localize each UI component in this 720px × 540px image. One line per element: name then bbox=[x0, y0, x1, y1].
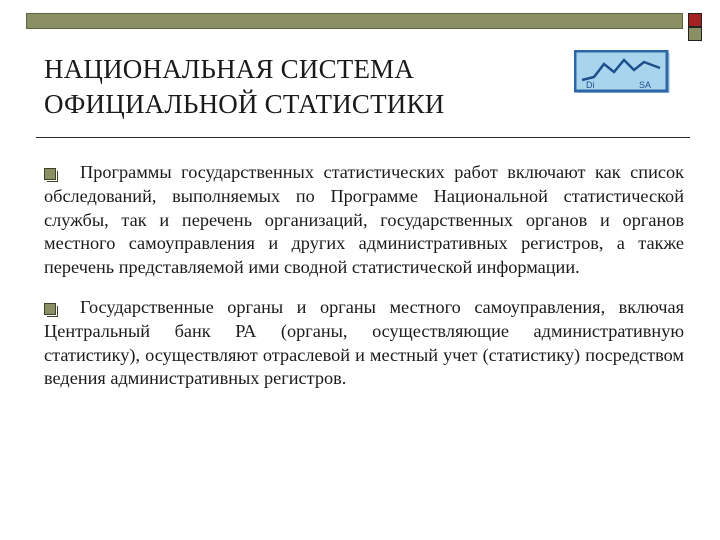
logo-left-text: Di bbox=[586, 80, 595, 90]
square-bullet-icon bbox=[44, 303, 56, 315]
dsa-logo bbox=[574, 50, 672, 96]
square-bullet-icon bbox=[44, 168, 56, 180]
corner-square-red bbox=[688, 13, 702, 27]
paragraph-1 bbox=[44, 161, 684, 280]
title-line-2: ОФИЦИАЛЬНОЙ СТАТИСТИКИ bbox=[44, 89, 445, 119]
title-divider bbox=[36, 137, 690, 138]
header-decor-bar bbox=[26, 13, 683, 29]
title-line-1: НАЦИОНАЛЬНАЯ СИСТЕМА bbox=[44, 54, 415, 84]
paragraph-2 bbox=[44, 296, 684, 391]
logo-right-text: SA bbox=[639, 80, 652, 90]
corner-square-olive bbox=[688, 27, 702, 41]
paragraph-1-text: Программы государственных статистических работ включают как список обследований, выполняемых по Программе Национальной статистической службы, так и перечень организаций, государственных органов и органов местного самоуправления и других административных регистров, а также перечень представляемой ими сводной статистической информации. bbox=[44, 162, 684, 278]
slide-body bbox=[44, 161, 684, 407]
paragraph-2-text: Государственные органы и органы местного самоуправления, включая Центральный банк РА (органы, осуществляющие административную статистику), осуществляют отраслевой и местный учет (статистику) посредством ведения административных регистров. bbox=[44, 296, 684, 389]
slide-title bbox=[44, 52, 564, 122]
